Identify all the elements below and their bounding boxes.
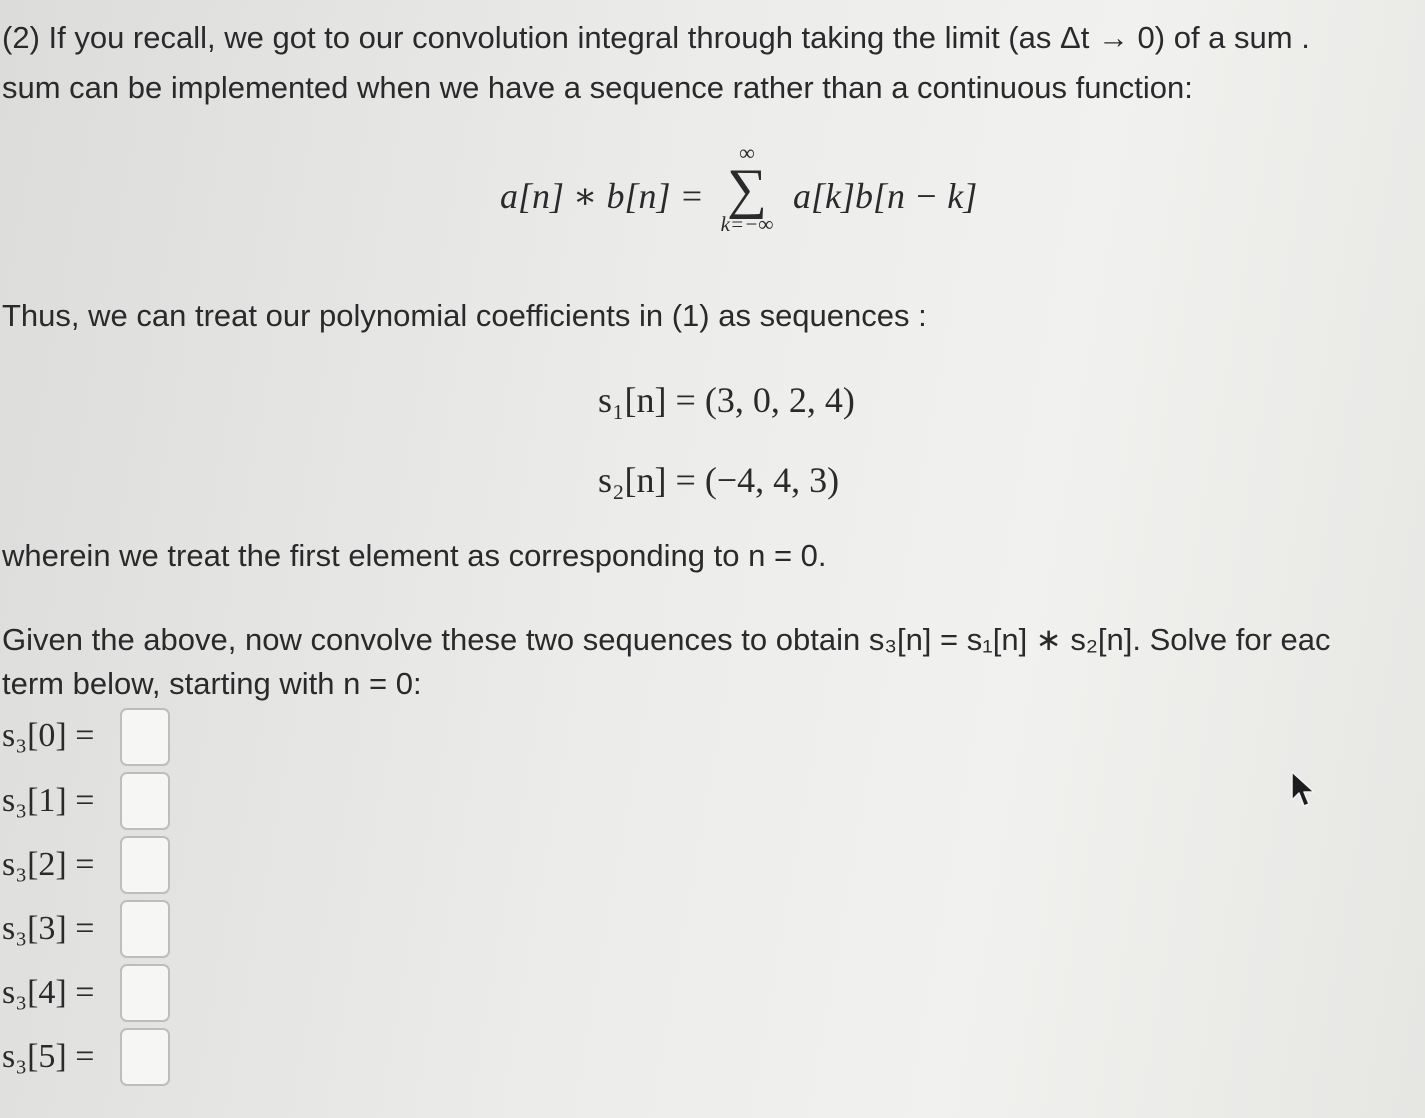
answer-label-3: s₃[3] = (2, 910, 95, 948)
given-line-2: term below, starting with n = 0: (2, 666, 422, 701)
answer-label-1: s₃[1] = (2, 782, 95, 820)
sequence-s1: s₁[n] = (3, 0, 2, 4) (598, 380, 855, 420)
answer-input-s3-3[interactable] (120, 900, 170, 958)
answer-input-s3-4[interactable] (120, 964, 170, 1022)
answer-row-0 (2, 715, 118, 755)
answer-row-5 (2, 1036, 118, 1076)
wherein-line: wherein we treat the first element as corresponding to n = 0. (2, 538, 827, 573)
answer-row-1 (2, 780, 118, 820)
sum-symbol: ∑ (727, 158, 767, 220)
formula-lhs: a[n] ∗ b[n] = (500, 176, 704, 216)
answer-label-5: s₃[5] = (2, 1038, 95, 1076)
thus-line: Thus, we can treat our polynomial coefficients in (1) as sequences : (2, 298, 927, 333)
answer-label-2: s₃[2] = (2, 846, 95, 884)
answer-input-s3-0[interactable] (120, 708, 170, 766)
summation (702, 142, 792, 235)
answer-input-s3-1[interactable] (120, 772, 170, 830)
answer-input-s3-5[interactable] (120, 1028, 170, 1086)
sum-lower-limit: k=−∞ (720, 212, 774, 237)
intro-line-1: (2) If you recall, we got to our convolution integral through taking the limit (as Δt → 0) of a sum . (2, 20, 1310, 55)
mouse-pointer-icon (1290, 770, 1316, 810)
answer-row-3 (2, 908, 118, 948)
given-line-1: Given the above, now convolve these two sequences to obtain s₃[n] = s₁[n] ∗ s₂[n]. Solve for eac (2, 622, 1331, 657)
intro-line-2: sum can be implemented when we have a sequence rather than a continuous function: (2, 70, 1193, 105)
formula-rhs: a[k]b[n − k] (793, 176, 978, 216)
answer-row-4 (2, 972, 118, 1012)
answer-label-4: s₃[4] = (2, 974, 95, 1012)
answer-input-s3-2[interactable] (120, 836, 170, 894)
answer-row-2 (2, 844, 118, 884)
answer-label-0: s₃[0] = (2, 717, 95, 755)
sum-upper-limit: ∞ (739, 140, 755, 165)
sequence-s2: s₂[n] = (−4, 4, 3) (598, 460, 840, 500)
